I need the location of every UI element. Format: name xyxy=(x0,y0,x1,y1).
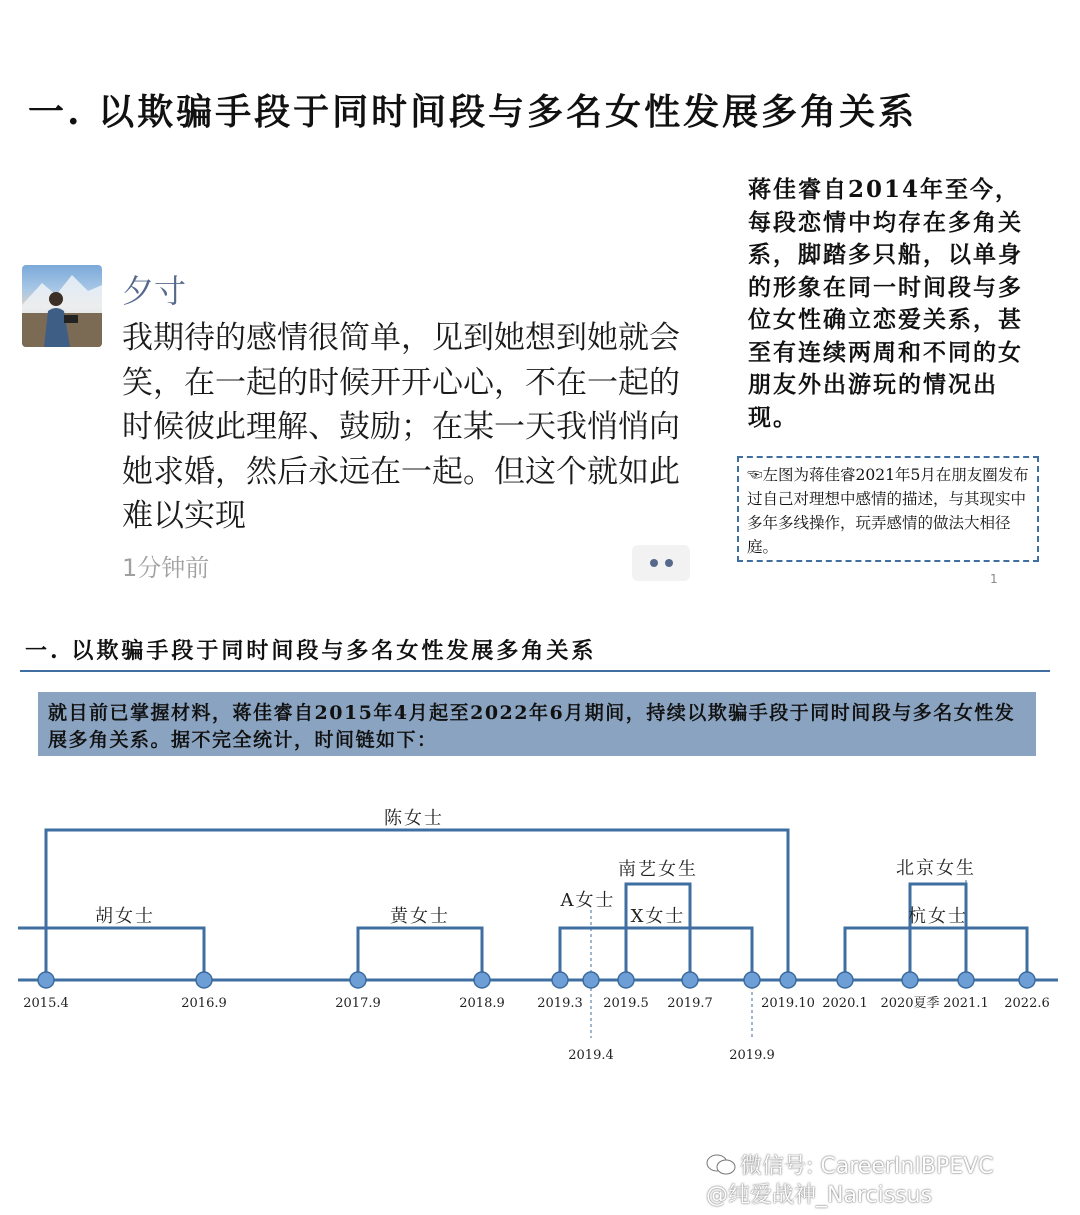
watermark-wechat-id: 微信号: CareerInIBPEVC xyxy=(740,1154,994,1179)
date-label-2020-1: 2020.1 xyxy=(822,996,868,1011)
title-divider xyxy=(20,670,1050,672)
relationship-label-3: A女士 xyxy=(560,890,616,911)
date-label-2018-9: 2018.9 xyxy=(459,996,505,1011)
date-dot-2016-9 xyxy=(196,972,212,988)
date-dot-2020-1 xyxy=(837,972,853,988)
relationship-1-bracket xyxy=(46,928,204,980)
date-dot-2022-6 xyxy=(1019,972,1035,988)
date-label-2022-6: 2022.6 xyxy=(1004,996,1050,1011)
slide-2-title: 一. 以欺骗手段于同时间段与多名女性发展多角关系 xyxy=(25,638,597,664)
date-label-2015-4: 2015.4 xyxy=(23,996,69,1011)
post-author-name[interactable]: 夕寸 xyxy=(122,272,187,310)
date-dot-2018-9 xyxy=(474,972,490,988)
relationship-label-5: 南艺女生 xyxy=(618,859,698,880)
watermark-weibo-line: @纯爱战神_Narcissus xyxy=(706,1183,933,1208)
date-label-2019-5: 2019.5 xyxy=(603,996,649,1011)
date-label-2019-9: 2019.9 xyxy=(729,1048,775,1063)
date-dot-2021-1 xyxy=(958,972,974,988)
date-dot-2019-10 xyxy=(780,972,796,988)
date-dot-2017-9 xyxy=(350,972,366,988)
date-dot-2019-5 xyxy=(618,972,634,988)
date-label-2019-7: 2019.7 xyxy=(667,996,713,1011)
relationship-label-7: 北京女生 xyxy=(896,858,976,879)
relationship-timeline xyxy=(0,780,1080,1080)
date-label-2016-9: 2016.9 xyxy=(181,996,227,1011)
date-dot-2019-7 xyxy=(682,972,698,988)
relationship-label-4: X女士 xyxy=(630,906,686,927)
intro-box: 就目前已掌握材料，蒋佳睿自2015年4月起至2022年6月期间，持续以欺骗手段于同时间段与多名女性发展多角关系。据不完全统计，时间链如下： xyxy=(38,692,1036,756)
more-dots-icon xyxy=(650,559,658,567)
avatar-photo-icon xyxy=(22,265,102,347)
date-label-2020-: 2020夏季 xyxy=(880,996,940,1011)
date-dot-2019-3 xyxy=(552,972,568,988)
more-options-button[interactable] xyxy=(632,545,690,581)
note-box: ☜左图为蒋佳睿2021年5月在朋友圈发布过自己对理想中感情的描述，与其现实中多年多线操作，玩弄感情的做法大相径庭。 xyxy=(737,456,1039,562)
summary-text: 蒋佳睿自2014年至今，每段恋情中均存在多角关系，脚踏多只船，以单身的形象在同一时间段与多位女性确立恋爱关系，甚至有连续两周和不同的女朋友外出游玩的情况出现。 xyxy=(748,176,1023,431)
relationship-label-1: 胡女士 xyxy=(95,906,155,927)
relationship-label-6: 杭女士 xyxy=(908,906,968,927)
wechat-icon xyxy=(706,1154,736,1176)
relationship-2-bracket xyxy=(358,928,482,980)
date-dot-2015-4 xyxy=(38,972,54,988)
post-content: 我期待的感情很简单，见到她想到她就会笑，在一起的时候开开心心，不在一起的时候彼此理解、鼓励；在某一天我悄悄向她求婚，然后永远在一起。但这个就如此难以实现 xyxy=(122,320,680,534)
relationship-label-2: 黄女士 xyxy=(390,906,450,927)
date-label-2021-1: 2021.1 xyxy=(943,996,989,1011)
post-timestamp: 1分钟前 xyxy=(122,554,210,582)
avatar-photo[interactable] xyxy=(22,265,102,347)
more-dots-icon xyxy=(665,559,673,567)
watermark-wechat-line xyxy=(706,1152,1066,1181)
date-label-2019-4: 2019.4 xyxy=(568,1048,614,1063)
date-dot-2020- xyxy=(902,972,918,988)
date-label-2019-10: 2019.10 xyxy=(761,996,815,1011)
date-label-2017-9: 2017.9 xyxy=(335,996,381,1011)
watermark xyxy=(706,1152,1066,1210)
relationship-0-bracket xyxy=(46,830,788,980)
date-dot-2019-9 xyxy=(744,972,760,988)
relationship-label-0: 陈女士 xyxy=(384,808,444,829)
relationship-6-bracket xyxy=(845,928,1027,980)
date-dot-2019-4 xyxy=(583,972,599,988)
date-label-2019-3: 2019.3 xyxy=(537,996,583,1011)
relationship-7-bracket xyxy=(910,884,966,980)
page-number: 1 xyxy=(990,572,998,586)
slide-1-title: 一. 以欺骗手段于同时间段与多名女性发展多角关系 xyxy=(28,91,918,133)
relationship-5-bracket xyxy=(626,884,690,980)
